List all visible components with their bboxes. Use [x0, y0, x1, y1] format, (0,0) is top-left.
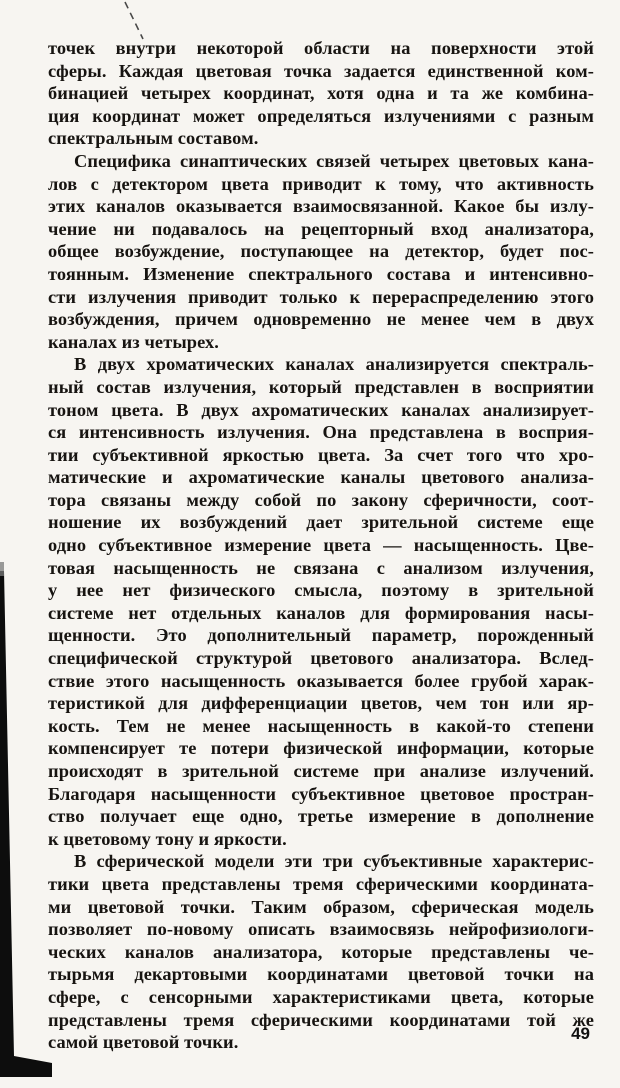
text-line: чение ни подавалось на рецепторный вход анализатора,	[48, 218, 594, 239]
text-line: ми цветовой точки. Таким образом, сферическая модель	[48, 896, 594, 917]
text-line: товая насыщенность не связана с анализом излучения,	[48, 557, 594, 578]
text-line: компенсирует те потери физической информации, которые	[48, 738, 594, 759]
text-line: матические и ахроматические каналы цветового анализа-	[48, 467, 594, 488]
text-line: тии субъективной яркостью цвета. За счет того что хро-	[48, 444, 594, 465]
text-line: одно субъективное измерение цвета — насыщенность. Цве-	[48, 535, 594, 556]
text-line: ство получает еще одно, третье измерение в дополнение	[48, 806, 594, 827]
text-line: самой цветовой точки.	[48, 1032, 239, 1053]
text-line: представлены тремя сферическими координатами той же	[48, 1009, 594, 1030]
text-line: общее возбуждение, поступающее на детектор, будет пос-	[48, 241, 594, 262]
text-line: возбуждения, причем одновременно не менее чем в двух	[48, 309, 594, 330]
text-line: к цветовому тону и яркости.	[48, 828, 287, 849]
text-line: системе нет отдельных каналов для формирования насы-	[48, 602, 594, 623]
text-line: тора связаны между собой по закону сферичности, соот-	[48, 489, 594, 510]
text-line: щенности. Это дополнительный параметр, порожденный	[48, 625, 594, 646]
text-line: ция координат может определяться излучениями с разным	[48, 105, 594, 126]
text-line: В двух хроматических каналах анализируется спектраль-	[74, 354, 594, 375]
text-line: сферы. Каждая цветовая точка задается единственной ком-	[48, 60, 594, 81]
text-line: точек внутри некоторой области на поверхности этой	[48, 38, 594, 58]
text-line: у нее нет физического смысла, поэтому в зрительной	[48, 580, 594, 601]
text-line: ся интенсивность излучения. Она представлена в восприя-	[48, 422, 594, 443]
text-line: спектральным составом.	[48, 128, 259, 149]
text-line: ствие этого насыщенность оказывается более грубой харак-	[48, 670, 594, 691]
scan-gutter-edge-tip	[0, 562, 4, 576]
text-line: ческих каналов анализатора, которые представлены че-	[48, 941, 594, 962]
text-line: позволяет по-новому описать взаимосвязь нейрофизиологи-	[48, 919, 594, 940]
text-line: тики цвета представлены тремя сферическими координата-	[48, 873, 594, 894]
text-line: специфической структурой цветового анализатора. Вслед-	[48, 648, 594, 669]
text-line: ный состав излучения, который представлен в восприятии	[48, 376, 594, 397]
text-line: кость. Тем не менее насыщенность в какой-то степени	[48, 715, 594, 736]
text-line: сфере, с сенсорными характеристиками цвета, которые	[48, 986, 594, 1007]
text-line: сти излучения приводит только к перераспределению этого	[48, 286, 594, 307]
text-line: ношение их возбуждений дает зрительной системе еще	[48, 512, 594, 533]
text-line: происходят в зрительной системе при анализе излучений.	[48, 761, 594, 781]
text-line: каналах из четырех.	[48, 331, 219, 352]
text-line: тоном цвета. В двух ахроматических каналах анализирует-	[48, 399, 594, 420]
text-line: лов с детектором цвета приводит к тому, что активность	[48, 173, 594, 194]
text-line: бинацией четырех координат, хотя одна и та же комбина-	[48, 83, 594, 104]
text-line: тоянным. Изменение спектрального состава и интенсивно-	[48, 263, 594, 284]
page-text	[48, 37, 594, 1054]
text-line: этих каналов оказывается взаимосвязанной. Какое бы излу-	[48, 196, 594, 217]
text-line: теристикой для дифференциации цветов, чем тон или яр-	[48, 693, 594, 714]
text-line: тырьмя декартовыми координатами цветовой точки на	[48, 964, 594, 985]
text-line: В сферической модели эти три субъективные характерис-	[74, 851, 594, 872]
text-line: Специфика синаптических связей четырех цветовых кана-	[74, 150, 594, 171]
page-number: 49	[571, 1024, 590, 1043]
text-line: Благодаря насыщенности субъективное цветовое простран-	[48, 783, 594, 804]
